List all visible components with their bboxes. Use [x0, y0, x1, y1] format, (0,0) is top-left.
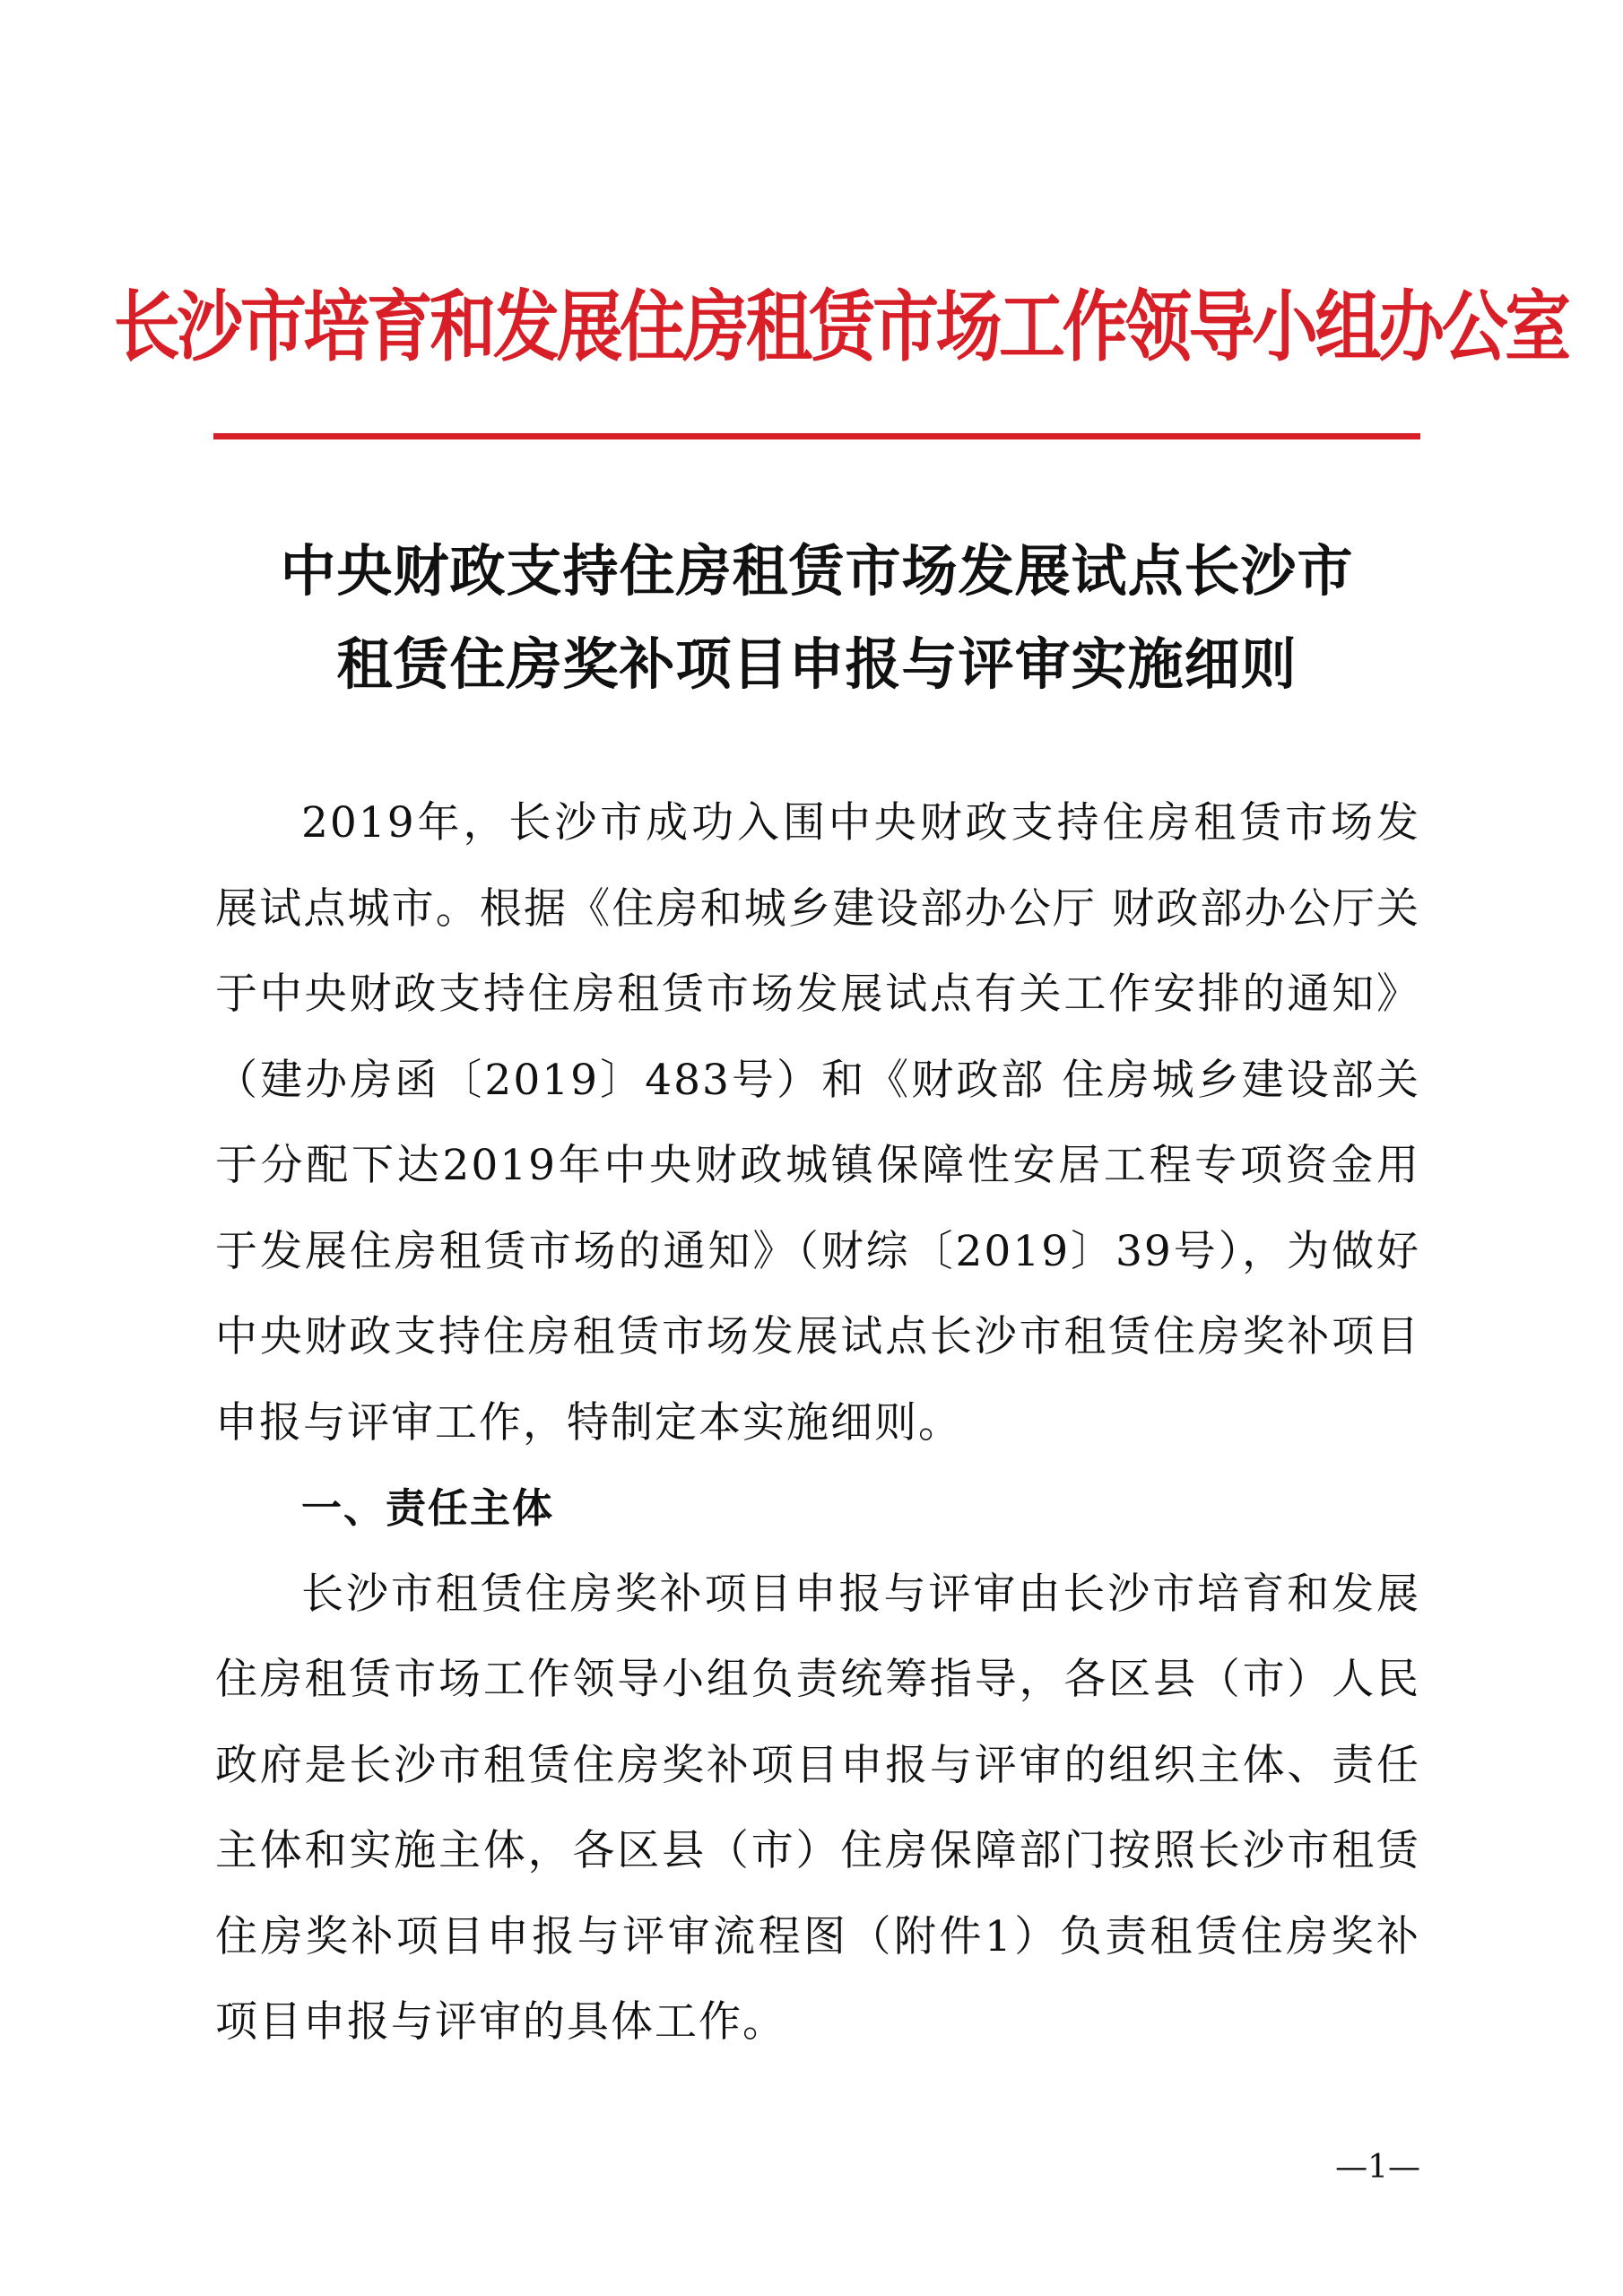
document-title-line-1: 中央财政支持住房租赁市场发展试点长沙市 [280, 538, 1354, 604]
section-paragraph-responsibility: 长沙市租赁住房奖补项目申报与评审由长沙市培育和发展住房租赁市场工作领导小组负责统筹指导，各区县（市）人民政府是长沙市租赁住房奖补项目申报与评审的组织主体、责任主体和实施主体，各区县（市）住房保障部门按照长沙市租赁住房奖补项目申报与评审流程图（附件1）负责租赁住房奖补项目申报与评审的具体工作。 [215, 1569, 1420, 2047]
section-heading-responsibility: 一、责任主体 [301, 1484, 555, 1532]
intro-paragraph: 2019年，长沙市成功入围中央财政支持住房租赁市场发展试点城市。根据《住房和城乡建设部办公厅 财政部办公厅关于中央财政支持住房租赁市场发展试点有关工作安排的通知》（建办房函〔2019〕483号）和《财政部 住房城乡建设部关于分配下达2019年中央财政城镇保障性安居工程专项资金用于发展住房租赁市场的通知》（财综〔2019〕39号），为做好中央财政支持住房租赁市场发展试点长沙市租赁住房奖补项目申报与评审工作，特制定本实施细则。 [215, 798, 1420, 1448]
letterhead-red-rule [213, 433, 1420, 439]
document-body [215, 780, 1420, 2066]
letterhead-title: 长沙市培育和发展住房租赁市场工作领导小组办公室 [113, 283, 1568, 372]
page-number: —1— [1335, 2149, 1420, 2186]
document-title-line-2: 租赁住房奖补项目申报与评审实施细则 [336, 631, 1298, 697]
document-title [213, 525, 1420, 711]
